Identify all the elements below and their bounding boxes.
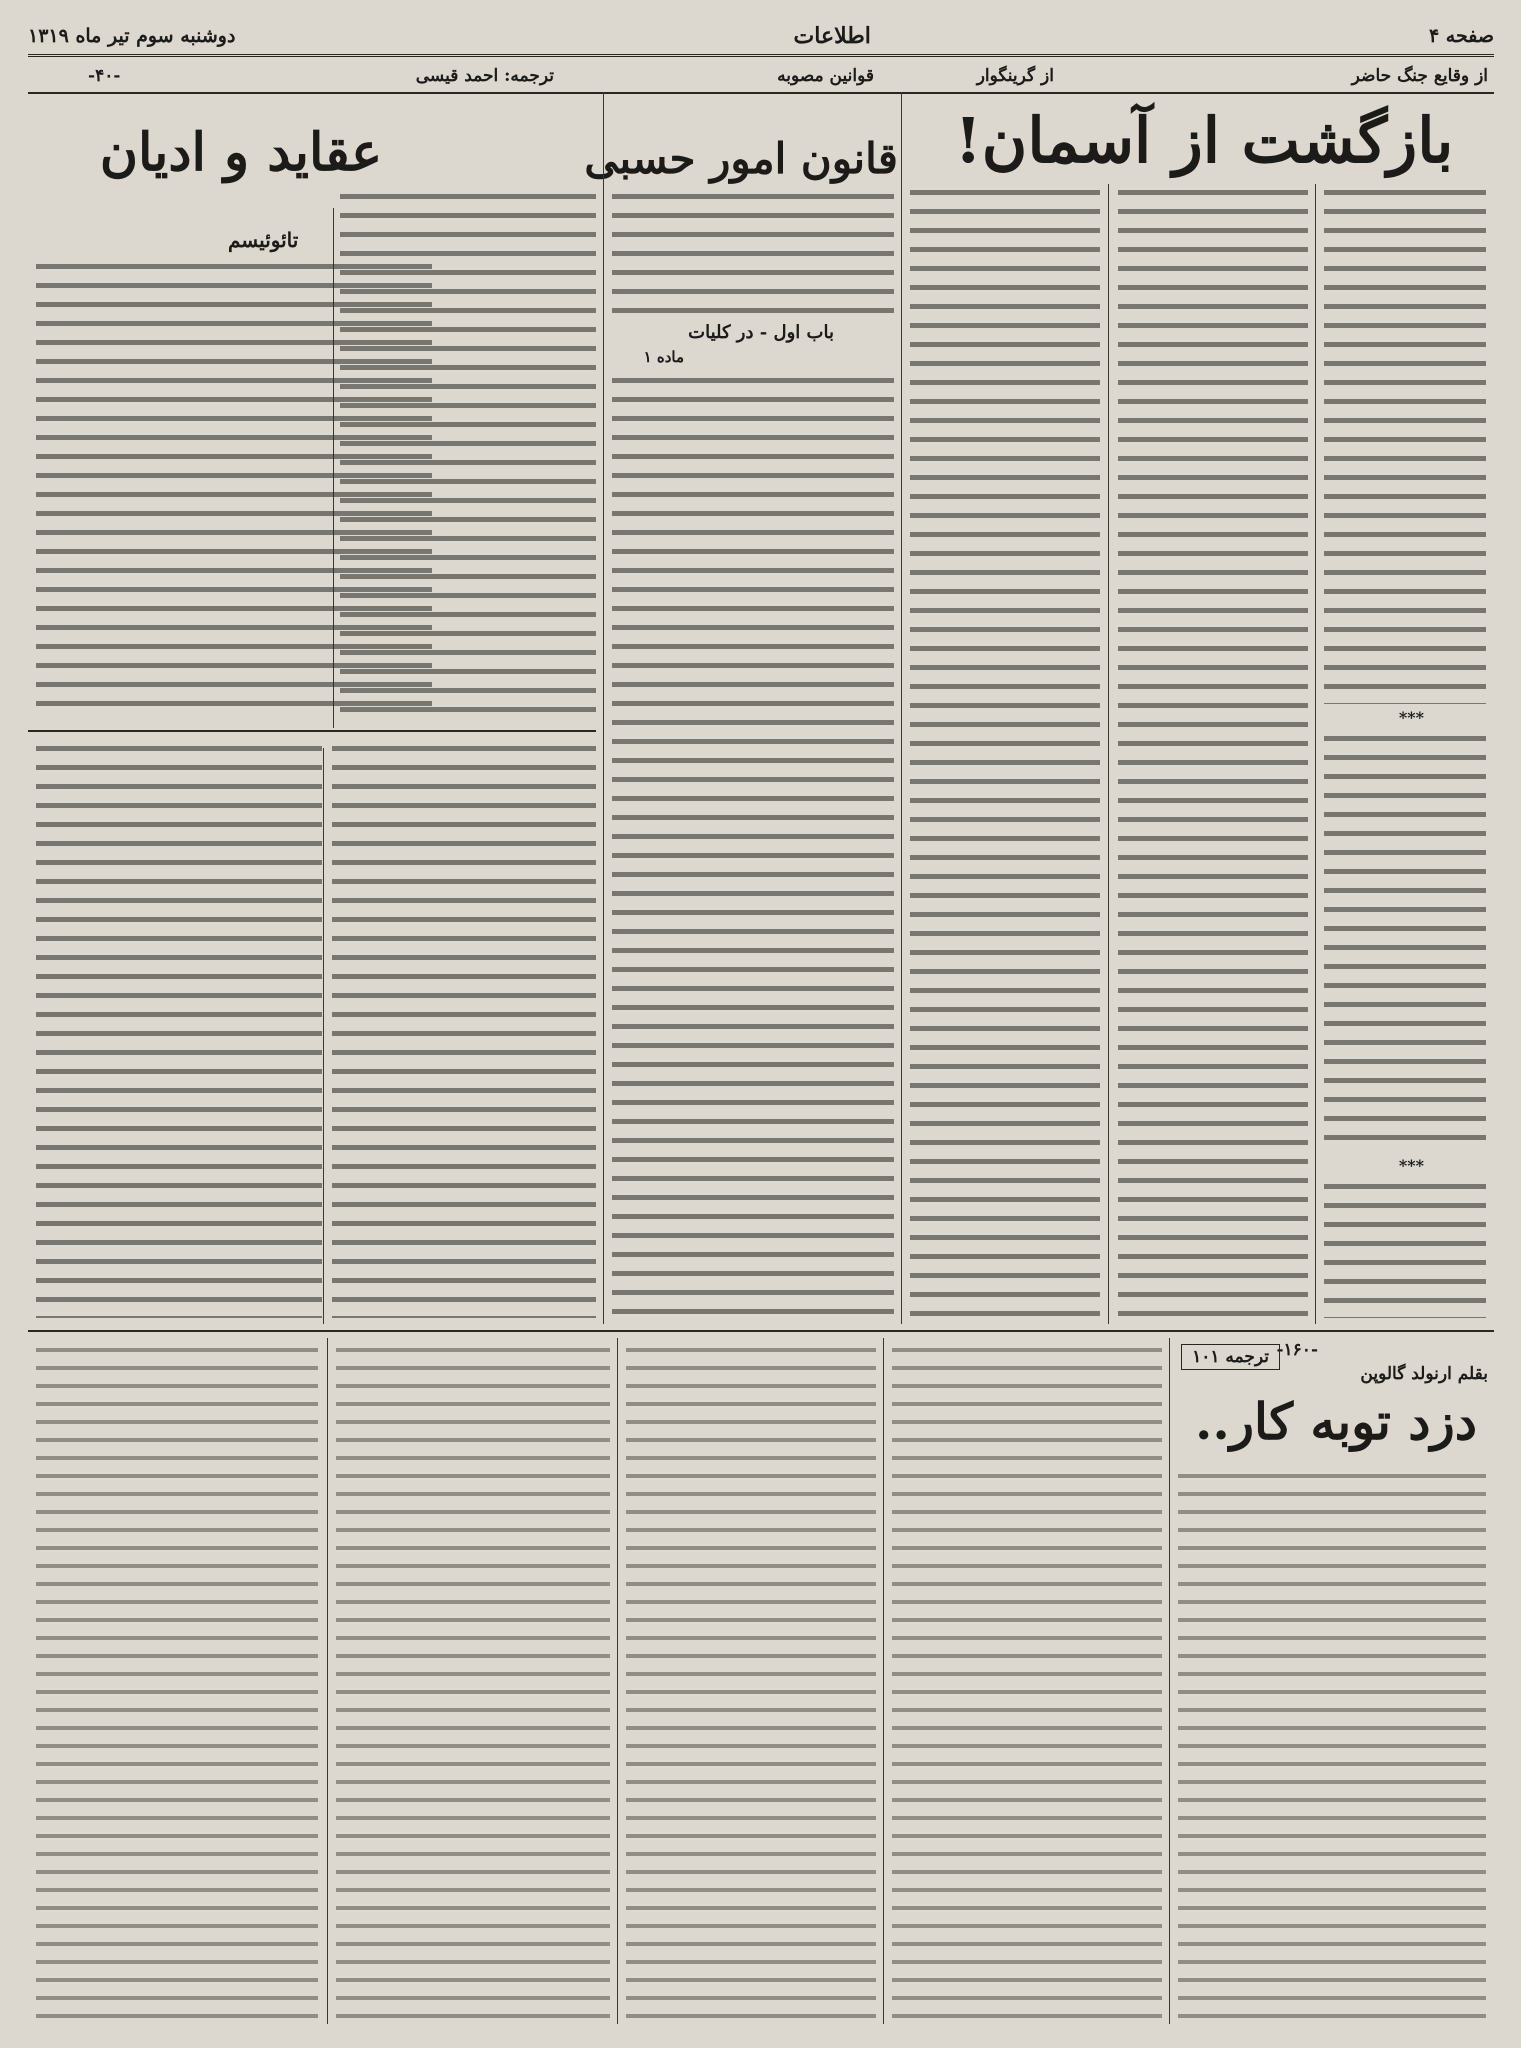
masthead: [28, 18, 1494, 57]
main-headline: بازگشت از آسمان!: [954, 104, 1454, 177]
religion-number: -۴۰-: [88, 66, 121, 86]
article-1-label: ماده ۱: [643, 348, 684, 366]
law-intro: [612, 188, 894, 316]
story-col-5: [36, 1342, 318, 2020]
text-col-2: [1118, 184, 1308, 1318]
text-col-3: [910, 184, 1100, 1318]
author-label: بقلم ارنولد گالوپن: [1360, 1364, 1488, 1384]
col-rule-2: [603, 92, 604, 1324]
col-rule-1: [901, 92, 902, 1324]
newspaper-page: [28, 18, 1494, 2028]
religion-headline: عقاید و ادیان: [99, 122, 383, 183]
col-rule-5: [1315, 184, 1316, 1324]
story-headline: دزد توبه کار..: [1195, 1392, 1477, 1451]
law-text-col-3: [332, 740, 596, 1318]
law-text-col-4: [36, 740, 322, 1318]
page-label: صفحه ۴: [1428, 25, 1494, 47]
bottom-col-rule-2: [883, 1338, 884, 2024]
bottom-col-rule-4: [327, 1338, 328, 2024]
war-events-label: از وقایع جنگ حاضر: [1351, 66, 1488, 86]
bottom-col-rule-3: [617, 1338, 618, 2024]
story-col-2: [892, 1342, 1162, 2020]
text-col-1c: [1324, 1178, 1486, 1318]
translation-label: ترجمه: احمد قیسی: [415, 66, 554, 86]
top-subhead-rule: [28, 92, 1494, 94]
text-col-1a: [1324, 184, 1486, 704]
story-col-3: [626, 1342, 876, 2020]
translation-number: ترجمه ۱۰۱: [1181, 1344, 1280, 1370]
religion-bottom-rule: [28, 730, 596, 732]
date-line: دوشنبه سوم تیر ماه ۱۳۱۹: [28, 25, 236, 47]
text-col-1b: [1324, 730, 1486, 1150]
bottom-col-rule-1: [1169, 1338, 1170, 2024]
law-headline: قانون امور حسبی: [584, 134, 898, 183]
story-col-1: [1178, 1468, 1486, 2020]
paper-name: اطلاعات: [793, 23, 871, 49]
religion-subhead: تائوئیسم: [228, 228, 299, 252]
laws-label: قوانین مصوبه: [777, 66, 874, 86]
section-divider: [28, 1330, 1494, 1332]
separator-stars-2: ***: [1398, 1156, 1424, 1175]
story-number: -۱۶۰-: [1276, 1340, 1318, 1360]
law-text-col: [612, 372, 894, 1318]
col-rule-4: [323, 748, 324, 1324]
story-col-4: [336, 1342, 610, 2020]
law-chapter: باب اول - در کلیات: [688, 322, 834, 343]
col-rule-6: [1108, 184, 1109, 1324]
source-label: از گرینگوار: [976, 66, 1054, 86]
religion-text: [36, 258, 432, 720]
separator-stars: ***: [1398, 708, 1424, 727]
